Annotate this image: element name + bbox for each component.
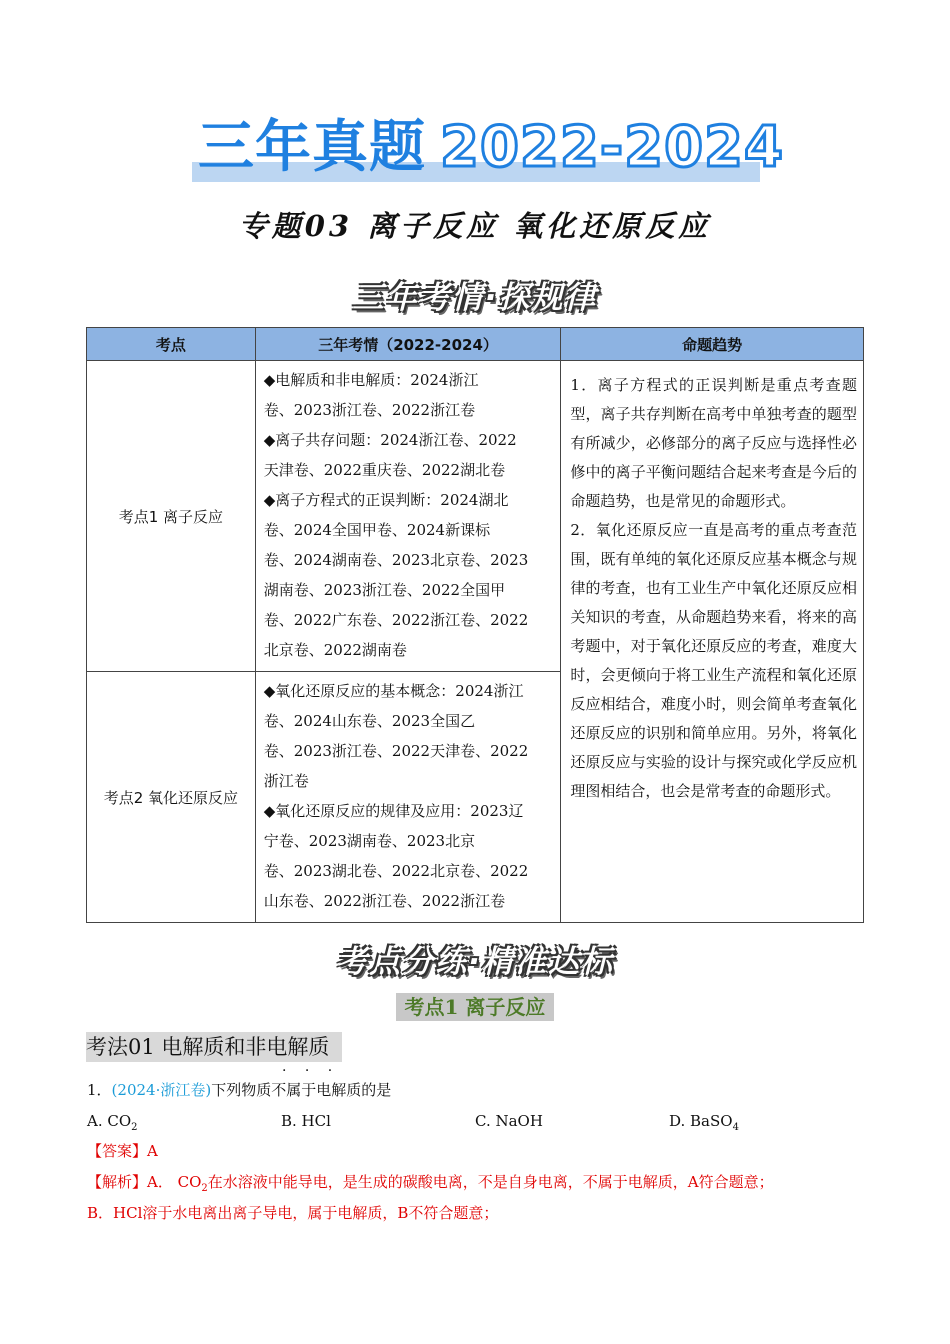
header-kaoqing: 三年考情（2022-2024）	[255, 328, 561, 361]
banner-part2: 2022-2024	[440, 115, 784, 180]
kaoqing-line: 北京卷、2022湖南卷	[263, 641, 407, 659]
banner-part1: 三年真题	[198, 115, 426, 180]
trend-cell	[561, 361, 864, 923]
table-row	[87, 361, 864, 672]
question-source: (2024·浙江卷)	[111, 1081, 212, 1099]
kaoqing-line: ◆电解质和非电解质：2024浙江	[263, 371, 479, 389]
kaoqing-line: 浙江卷	[263, 772, 309, 790]
emphasis-dots: · · ·	[282, 1063, 340, 1079]
analysis-line-2: B．HCl溶于水电离出离子导电，属于电解质，B不符合题意；	[87, 1204, 499, 1222]
kaoqing-line: ◆氧化还原反应的基本概念：2024浙江	[263, 682, 524, 700]
trend-paragraph: 2．氧化还原反应一直是高考的重点考查范围，既有单纯的氧化还原反应基本概念与规律的考查，也有工业生产中氧化还原反应相关知识的考查，从命题趋势来看，将来的高考题中，对于氧化还原反应的考查，难度大时，会更倾向于将工业生产流程和氧化还原反应相结合，难度小时，则会简单考查氧化还原反应的识别和简单应用。另外，将氧化还原反应与实验的设计与探究或化学反应机理图相结合，也会是常考查的命题形式。	[570, 521, 857, 800]
kaoqing-line: 山东卷、2022浙江卷、2022浙江卷	[263, 892, 506, 910]
option-d: D. BaSO$_4$	[669, 1112, 739, 1133]
kaoqing-line: 天津卷、2022重庆卷、2022湖北卷	[263, 461, 506, 479]
kaoqing-line: ◆离子共存问题：2024浙江卷、2022	[263, 431, 517, 449]
kaoqing-cell	[255, 672, 561, 923]
kaoqing-line: ◆离子方程式的正误判断：2024湖北	[263, 491, 509, 509]
kaodian-heading: 考点1 离子反应	[396, 993, 554, 1021]
option-a: A. $CO_2$	[87, 1112, 138, 1133]
topic-title: 专题03 离子反应 氧化还原反应	[238, 209, 712, 243]
header-kaodian: 考点	[87, 328, 256, 361]
section-banner-practice: 考点分练·精准达标	[336, 944, 614, 980]
trend-paragraph: 1．离子方程式的正误判断是重点考查题型，离子共存判断在高考中单独考查的题型有所减少，必修部分的离子反应与选择性必修中的离子平衡问题结合起来考查是今后的命题趋势，也是常见的命题形式。	[570, 376, 857, 510]
option-c: C. NaOH	[475, 1112, 543, 1130]
answer-line: 【答案】A	[87, 1142, 158, 1160]
kaoqing-line: 卷、2024山东卷、2023全国乙	[263, 712, 476, 730]
overview-table	[86, 327, 864, 923]
question-text: 下列物质不属于电解质的是	[211, 1081, 392, 1099]
table-header-row	[87, 328, 864, 361]
kaoqing-line: 湖南卷、2023浙江卷、2022全国甲	[263, 581, 506, 599]
title-banner	[198, 116, 784, 180]
kaoqing-line: ◆氧化还原反应的规律及应用：2023辽	[263, 802, 524, 820]
kaoqing-line: 卷、2024全国甲卷、2024新课标	[263, 521, 491, 539]
header-trend: 命题趋势	[561, 328, 864, 361]
kaoqing-line: 卷、2023浙江卷、2022浙江卷	[263, 401, 476, 419]
question-number: 1．	[87, 1081, 112, 1099]
kaoqing-cell	[255, 361, 561, 672]
kaoqing-line: 卷、2023浙江卷、2022天津卷、2022	[263, 742, 529, 760]
kaoqing-line: 宁卷、2023湖南卷、2023北京	[263, 832, 476, 850]
kaodian-cell: 考点1 离子反应	[87, 361, 256, 672]
kaodian-cell: 考点2 氧化还原反应	[87, 672, 256, 923]
kaoqing-line: 卷、2024湖南卷、2023北京卷、2023	[263, 551, 529, 569]
kaofa-heading: 考法01 电解质和非电解质	[86, 1032, 342, 1062]
question-stem	[87, 1080, 391, 1100]
section-banner-overview: 三年考情·探规律	[352, 280, 598, 316]
kaoqing-line: 卷、2022广东卷、2022浙江卷、2022	[263, 611, 529, 629]
kaoqing-line: 卷、2023湖北卷、2022北京卷、2022	[263, 862, 529, 880]
option-b: B. HCl	[281, 1112, 331, 1130]
analysis-line-1: 【解析】A． $CO_2$在水溶液中能导电，是生成的碳酸电离，不是自身电离，不属于电解质，A符合题意；	[87, 1173, 774, 1194]
